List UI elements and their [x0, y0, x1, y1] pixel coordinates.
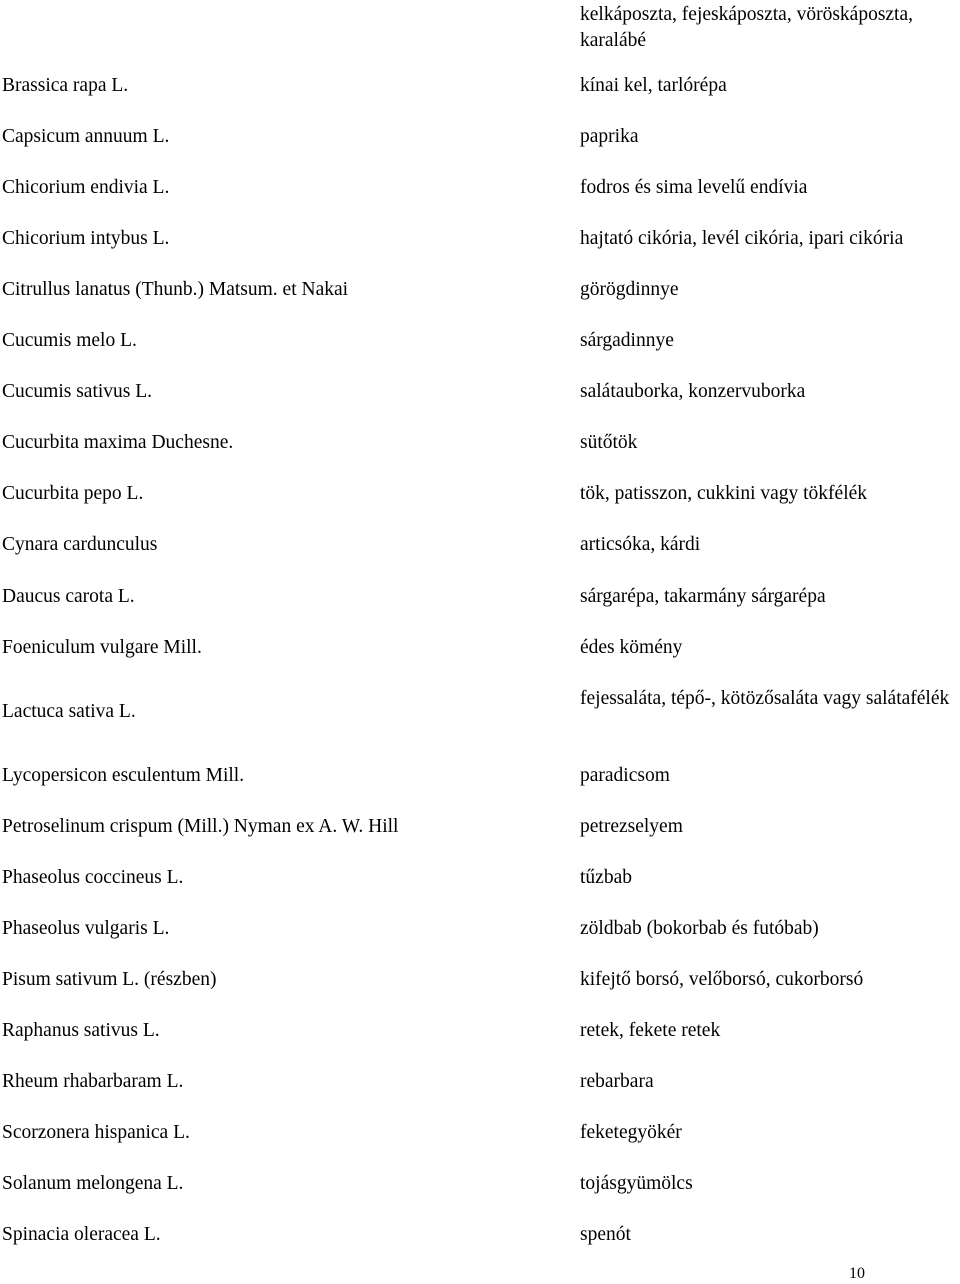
common-name: retek, fekete retek [580, 1020, 721, 1041]
common-name: édes kömény [580, 637, 683, 658]
latin-name: Chicorium endivia L. [2, 177, 170, 198]
latin-name: Citrullus lanatus (Thunb.) Matsum. et Nakai [2, 279, 349, 300]
common-name: kifejtő borsó, velőborsó, cukorborsó [580, 969, 864, 990]
latin-name: Capsicum annuum L. [2, 126, 170, 147]
latin-name: Chicorium intybus L. [2, 228, 170, 249]
common-name: paprika [580, 126, 639, 147]
common-name: sárgadinnye [580, 330, 674, 351]
common-name: articsóka, kárdi [580, 534, 701, 555]
common-name: salátauborka, konzervuborka [580, 381, 806, 402]
latin-name: Solanum melongena L. [2, 1173, 184, 1194]
common-name: petrezselyem [580, 816, 683, 837]
common-name: hajtató cikória, levél cikória, ipari cikória [580, 228, 904, 249]
common-name: spenót [580, 1224, 631, 1245]
common-name: fodros és sima levelű endívia [580, 177, 808, 198]
latin-name: Phaseolus coccineus L. [2, 867, 184, 888]
common-name: tűzbab [580, 867, 632, 888]
latin-name: Lycopersicon esculentum Mill. [2, 765, 245, 786]
latin-name: Lactuca sativa L. [2, 701, 136, 722]
latin-name: Cucurbita maxima Duchesne. [2, 432, 234, 453]
common-name: görögdinnye [580, 279, 679, 300]
common-name: feketegyökér [580, 1122, 682, 1143]
latin-name: Cucurbita pepo L. [2, 483, 144, 504]
latin-name: Daucus carota L. [2, 586, 135, 607]
common-name: zöldbab (bokorbab és futóbab) [580, 918, 819, 939]
page-number: 10 [849, 1265, 865, 1282]
latin-name: Foeniculum vulgare Mill. [2, 637, 202, 658]
latin-name: Spinacia oleracea L. [2, 1224, 161, 1245]
common-name: sárgarépa, takarmány sárgarépa [580, 586, 826, 607]
latin-name: Cynara cardunculus [2, 534, 158, 555]
latin-name: Brassica rapa L. [2, 75, 129, 96]
common-name: fejessaláta, tépő-, kötözősaláta vagy salátafélék [580, 688, 950, 709]
latin-name: Scorzonera hispanica L. [2, 1122, 190, 1143]
common-name: tök, patisszon, cukkini vagy tökfélék [580, 483, 868, 504]
common-name: kínai kel, tarlórépa [580, 75, 727, 96]
latin-name: Phaseolus vulgaris L. [2, 918, 170, 939]
latin-name: Rheum rhabarbaram L. [2, 1071, 184, 1092]
latin-name: Raphanus sativus L. [2, 1020, 160, 1041]
common-name: rebarbara [580, 1071, 654, 1092]
latin-name: Cucumis sativus L. [2, 381, 153, 402]
latin-name: Pisum sativum L. (részben) [2, 969, 217, 990]
common-name: paradicsom [580, 765, 670, 786]
common-name: kelkáposzta, fejeskáposzta, vöröskáposzta, karalábé [580, 4, 914, 51]
common-name: tojásgyümölcs [580, 1173, 693, 1194]
latin-name: Cucumis melo L. [2, 330, 137, 351]
common-name: sütőtök [580, 432, 638, 453]
latin-name: Petroselinum crispum (Mill.) Nyman ex A. W. Hill [2, 816, 399, 837]
